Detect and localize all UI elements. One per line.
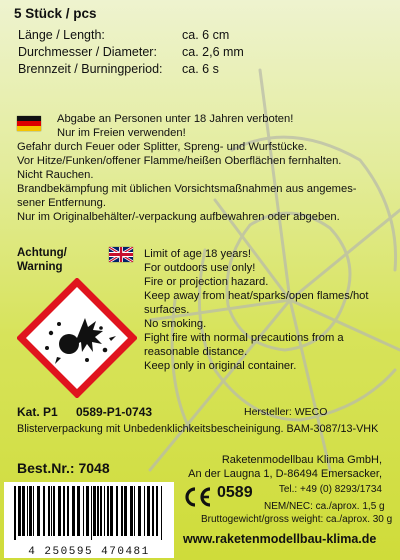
- barcode-bar: [72, 486, 75, 536]
- barcode-bar: [124, 486, 127, 536]
- barcode-bar: [100, 486, 102, 536]
- barcode-bar: [104, 486, 105, 536]
- barcode-bar: [51, 486, 52, 536]
- barcode-bar: [53, 486, 55, 536]
- barcode-bar: [97, 486, 99, 536]
- barcode-bar: [33, 486, 34, 536]
- de-warning-firefight-1: Brandbekämpfung mit üblichen Vorsichtsmaßnahmen aus angemes-: [17, 183, 357, 195]
- barcode-bar: [138, 486, 141, 536]
- nem-weight: NEM/NEC: ca./aprox. 1,5 g: [264, 501, 385, 512]
- spec-value-length: ca. 6 cm: [182, 28, 230, 42]
- warning-label-en: Warning: [17, 261, 63, 273]
- barcode-bar: [63, 486, 65, 536]
- website-link[interactable]: www.raketenmodellbau-klima.de: [183, 532, 377, 546]
- de-warning-age: Abgabe an Personen unter 18 Jahren verboten!: [57, 113, 294, 125]
- flag-de-icon: [17, 116, 41, 131]
- en-warning-outdoor: For outdoors use only!: [144, 262, 256, 274]
- en-warning-firefight-2: reasonable distance.: [144, 346, 248, 358]
- spec-label-length: Länge / Length:: [18, 28, 105, 42]
- quantity-heading: 5 Stück / pcs: [14, 6, 97, 21]
- barcode-bar: [110, 486, 113, 536]
- manufacturer: Hersteller: WECO: [244, 406, 328, 418]
- en-warning-age: Limit of age 18 years!: [144, 248, 251, 260]
- barcode-bar: [86, 486, 89, 536]
- en-warning-fire: Fire or projection hazard.: [144, 276, 269, 288]
- blister-note: Blisterverpackung mit Unbedenklichkeitsbescheinigung. BAM-3087/13-VHK: [17, 423, 379, 435]
- ghs01-exploding-bomb-icon: [17, 278, 137, 398]
- warning-signal-word: [17, 246, 67, 274]
- barcode-bar: [27, 486, 28, 536]
- barcode-bar: [130, 486, 133, 536]
- de-warning-container: Nur im Originalbehälter/-verpackung aufbewahren oder abgeben.: [17, 211, 340, 223]
- flag-uk-icon: [109, 247, 133, 262]
- en-warning-smoking: No smoking.: [144, 318, 207, 330]
- barcode-bars: [4, 482, 174, 540]
- barcode-bar: [134, 486, 135, 536]
- barcode-bar: [77, 486, 80, 536]
- de-warning-smoking: Nicht Rauchen.: [17, 169, 94, 181]
- company-address: An der Laugna 1, D-86494 Emersacker,: [188, 468, 382, 480]
- de-warning-firefight-2: sener Entfernung.: [17, 197, 106, 209]
- ce-mark-icon: [183, 486, 213, 508]
- barcode-bar: [48, 486, 50, 536]
- barcode-bar: [37, 486, 40, 536]
- barcode-bar: [116, 486, 118, 536]
- en-warning-container: Keep only in original container.: [144, 360, 297, 372]
- company-name: Raketenmodellbau Klima GmbH,: [221, 454, 382, 466]
- de-warning-heat: Vor Hitze/Funken/offener Flamme/heißen Oberflächen fernhalten.: [17, 155, 342, 167]
- barcode-bar: [67, 486, 69, 536]
- barcode-bar: [43, 486, 45, 536]
- spec-label-burn: Brennzeit / Burningperiod:: [18, 62, 163, 76]
- en-warning-heat-2: surfaces.: [144, 304, 190, 316]
- barcode-bar: [152, 486, 154, 536]
- en-warning-heat-1: Keep away from heat/sparks/open flames/hot: [144, 290, 369, 302]
- order-number: Best.Nr.: 7048: [17, 460, 110, 476]
- spec-value-burn: ca. 6 s: [182, 62, 219, 76]
- ce-number: 0589: [217, 484, 253, 501]
- de-warning-outdoor: Nur im Freien verwenden!: [57, 127, 186, 139]
- barcode-bar: [58, 486, 61, 536]
- warning-label-de: Achtung/: [17, 247, 67, 259]
- barcode-bar: [29, 486, 32, 536]
- catalog-number: 0589-P1-0743: [76, 405, 153, 419]
- company-phone: Tel.: +49 (0) 8293/1734: [278, 484, 382, 495]
- barcode-bar: [91, 486, 92, 540]
- barcode-bar: [156, 486, 158, 536]
- barcode-bar: [144, 486, 145, 536]
- catalog-label: Kat. P1: [17, 405, 58, 419]
- barcode-digits: 4 250595 470481: [28, 546, 150, 558]
- barcode: [4, 482, 174, 558]
- en-warning-firefight-1: Fight fire with normal precautions from a: [144, 332, 344, 344]
- barcode-bar: [147, 486, 150, 536]
- barcode-bar: [83, 486, 84, 536]
- barcode-bar: [18, 486, 21, 536]
- gross-weight: Bruttogewicht/gross weight: ca./aprox. 30 g: [201, 514, 393, 525]
- barcode-bar: [121, 486, 123, 536]
- barcode-bar: [107, 486, 109, 536]
- barcode-bar: [93, 486, 96, 536]
- barcode-bar: [14, 486, 16, 540]
- barcode-bar: [22, 486, 25, 536]
- spec-value-diameter: ca. 2,6 mm: [182, 45, 244, 59]
- barcode-bar: [161, 486, 162, 540]
- spec-label-diameter: Durchmesser / Diameter:: [18, 45, 157, 59]
- de-warning-fire: Gefahr durch Feuer oder Splitter, Spreng- und Wurfstücke.: [17, 141, 308, 153]
